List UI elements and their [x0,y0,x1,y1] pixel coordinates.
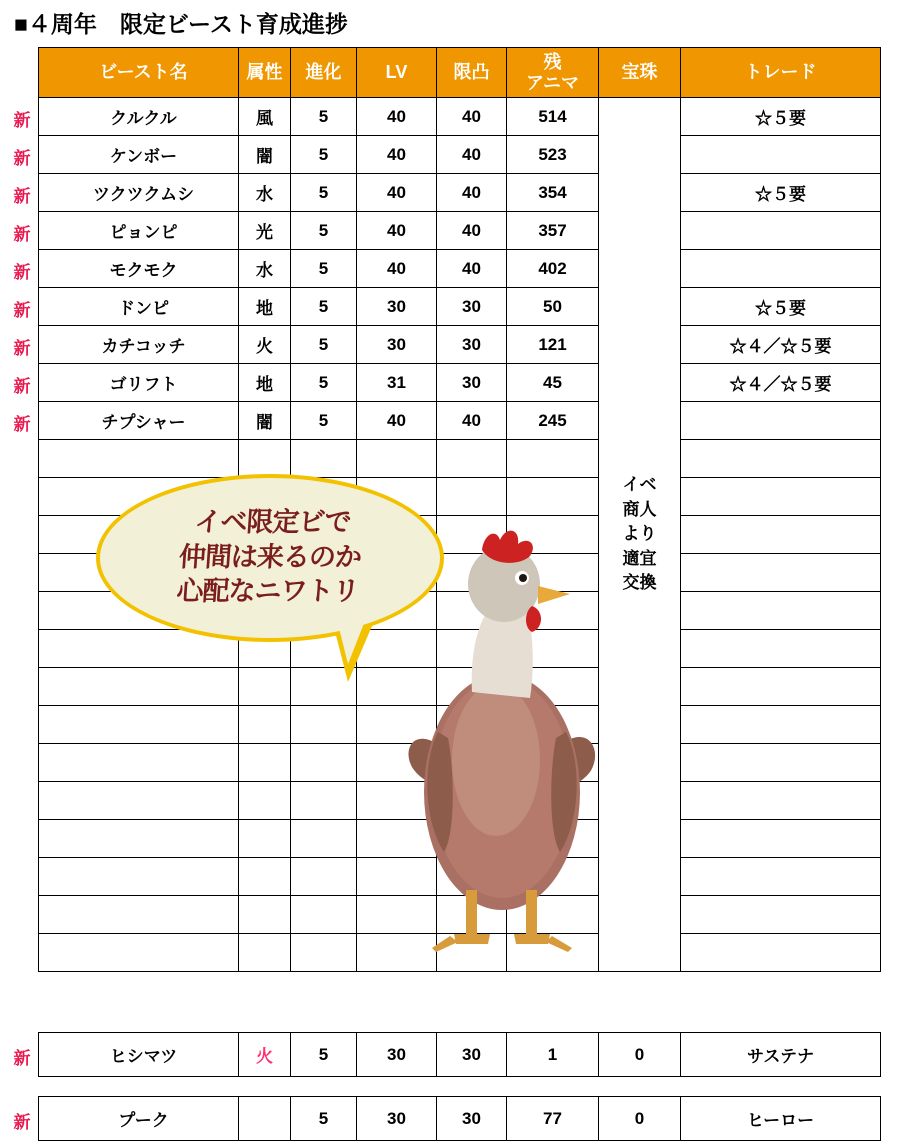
new-marker: 新 [13,339,31,358]
cell-attribute [239,934,291,972]
cell-attribute [239,706,291,744]
cell-beast-name: ケンボー [39,136,239,174]
cell-beast-name: ツクツクムシ [39,174,239,212]
cell-remaining-anima [507,592,599,630]
table-header-row [39,48,881,98]
cell-limit-break [437,744,507,782]
table-row [39,288,881,326]
cell-limit-break: 40 [437,98,507,136]
cell-evolution [291,934,357,972]
cell-limit-break: 40 [437,250,507,288]
cell-limit-break [437,782,507,820]
cell-limit-break [437,934,507,972]
table-row [39,820,881,858]
cell-beast-name: ドンピ [39,288,239,326]
cell-beast-name: クルクル [39,98,239,136]
cell-evolution [291,782,357,820]
cell-beast-name [39,820,239,858]
cell-evolution [291,820,357,858]
column-header-1: 属性 [239,48,291,98]
cell-trade [681,440,881,478]
new-marker: 新 [13,1049,31,1068]
cell-level [357,706,437,744]
cell-remaining-anima [507,706,599,744]
cell-remaining-anima: 1 [507,1033,599,1077]
cell-level: 40 [357,174,437,212]
cell-attribute [239,744,291,782]
cell-remaining-anima [507,896,599,934]
table-row [39,402,881,440]
column-header-0: ビースト名 [39,48,239,98]
cell-limit-break [437,592,507,630]
cell-level [357,934,437,972]
cell-beast-name: プーク [39,1097,239,1141]
cell-beast-name: カチコッチ [39,326,239,364]
cell-limit-break: 30 [437,326,507,364]
cell-attribute: 闇 [239,402,291,440]
table-row [39,706,881,744]
cell-trade [681,516,881,554]
cell-evolution: 5 [291,1033,357,1077]
cell-trade: ヒーロー [681,1097,881,1141]
table-row [39,934,881,972]
cell-beast-name [39,896,239,934]
cell-limit-break: 30 [437,364,507,402]
cell-trade [681,554,881,592]
cell-trade [681,858,881,896]
cell-evolution: 5 [291,364,357,402]
new-marker: 新 [13,187,31,206]
cell-remaining-anima: 357 [507,212,599,250]
table-row [39,326,881,364]
cell-level [357,820,437,858]
cell-limit-break [437,706,507,744]
cell-remaining-anima: 45 [507,364,599,402]
table-row [39,782,881,820]
table-row [39,858,881,896]
cell-remaining-anima: 514 [507,98,599,136]
cell-remaining-anima [507,516,599,554]
cell-attribute: 水 [239,250,291,288]
table-row [39,744,881,782]
cell-evolution: 5 [291,174,357,212]
cell-remaining-anima: 121 [507,326,599,364]
cell-attribute: 元 [239,1097,291,1141]
cell-attribute [239,668,291,706]
cell-limit-break [437,896,507,934]
cell-attribute [239,782,291,820]
cell-attribute [239,440,291,478]
table-row [39,212,881,250]
table-row [39,896,881,934]
cell-beast-name [39,440,239,478]
cell-trade [681,744,881,782]
cell-limit-break: 30 [437,1033,507,1077]
cell-limit-break [437,820,507,858]
cell-remaining-anima [507,934,599,972]
cell-limit-break: 30 [437,288,507,326]
cell-level [357,782,437,820]
cell-limit-break: 40 [437,136,507,174]
extra-beast-table-2 [38,1096,881,1141]
cell-beast-name [39,668,239,706]
cell-remaining-anima: 523 [507,136,599,174]
cell-level: 30 [357,326,437,364]
cell-trade [681,136,881,174]
cell-limit-break [437,478,507,516]
cell-level: 30 [357,288,437,326]
cell-limit-break: 30 [437,1097,507,1141]
extra-beast-table-1 [38,1032,881,1077]
cell-remaining-anima [507,554,599,592]
cell-evolution: 5 [291,98,357,136]
cell-remaining-anima [507,858,599,896]
cell-remaining-anima: 354 [507,174,599,212]
cell-trade [681,820,881,858]
cell-attribute [239,896,291,934]
table-row [39,174,881,212]
cell-limit-break [437,516,507,554]
cell-evolution [291,858,357,896]
cell-attribute [239,858,291,896]
new-marker: 新 [13,263,31,282]
cell-attribute: 風 [239,98,291,136]
cell-level: 30 [357,1033,437,1077]
cell-trade: ☆５要 [681,288,881,326]
cell-evolution [291,440,357,478]
cell-evolution: 5 [291,212,357,250]
cell-beast-name: ピョンピ [39,212,239,250]
column-header-3: LV [357,48,437,98]
table-row [39,1033,881,1077]
cell-level: 40 [357,402,437,440]
speech-bubble-text: イベ限定ビで 仲間は来るのか 心配なニワトリ [175,507,363,608]
cell-remaining-anima [507,820,599,858]
cell-attribute: 火 [239,326,291,364]
cell-evolution: 5 [291,326,357,364]
cell-remaining-anima [507,440,599,478]
cell-level: 31 [357,364,437,402]
cell-level [357,440,437,478]
cell-attribute: 地 [239,364,291,402]
cell-attribute: 闇 [239,136,291,174]
cell-beast-name: ヒシマツ [39,1033,239,1077]
cell-attribute: 火 [239,1033,291,1077]
table-row [39,98,881,136]
cell-remaining-anima [507,744,599,782]
column-header-7: トレード [681,48,881,98]
cell-level [357,744,437,782]
cell-beast-name [39,706,239,744]
cell-trade: ☆４／☆５要 [681,326,881,364]
cell-beast-name [39,934,239,972]
cell-trade [681,896,881,934]
cell-beast-name [39,858,239,896]
cell-trade [681,478,881,516]
cell-remaining-anima [507,630,599,668]
cell-limit-break [437,440,507,478]
cell-trade [681,782,881,820]
new-marker: 新 [13,377,31,396]
cell-beast-name: チプシャー [39,402,239,440]
cell-beast-name: モクモク [39,250,239,288]
table-row [39,668,881,706]
column-header-6: 宝珠 [599,48,681,98]
column-header-4: 限凸 [437,48,507,98]
cell-evolution [291,896,357,934]
cell-attribute: 地 [239,288,291,326]
new-marker: 新 [13,301,31,320]
table-row [39,250,881,288]
cell-level: 30 [357,1097,437,1141]
cell-attribute: 水 [239,174,291,212]
cell-limit-break [437,668,507,706]
column-header-5: 残 アニマ [507,48,599,98]
table-row [39,630,881,668]
cell-level: 40 [357,98,437,136]
cell-gem-note: イベ 商人 より 適宜 交換 [599,98,681,972]
cell-remaining-anima: 245 [507,402,599,440]
table-row [39,364,881,402]
cell-beast-name [39,782,239,820]
cell-level: 40 [357,250,437,288]
new-marker: 新 [13,1113,31,1132]
cell-attribute [239,820,291,858]
cell-evolution: 5 [291,250,357,288]
page-title: ■４周年 限定ビースト育成進捗 [14,11,348,37]
cell-limit-break: 40 [437,402,507,440]
cell-limit-break: 40 [437,212,507,250]
cell-level: 40 [357,136,437,174]
cell-gem: 0 [599,1097,681,1141]
cell-trade [681,668,881,706]
cell-trade: ☆５要 [681,174,881,212]
cell-trade [681,934,881,972]
cell-evolution: 5 [291,288,357,326]
cell-evolution: 5 [291,136,357,174]
cell-remaining-anima [507,782,599,820]
cell-remaining-anima: 77 [507,1097,599,1141]
cell-evolution: 5 [291,402,357,440]
cell-attribute: 光 [239,212,291,250]
new-marker: 新 [13,149,31,168]
cell-evolution [291,744,357,782]
cell-remaining-anima: 50 [507,288,599,326]
cell-trade: サステナ [681,1033,881,1077]
cell-remaining-anima [507,668,599,706]
cell-limit-break [437,858,507,896]
cell-limit-break [437,554,507,592]
speech-bubble [96,474,444,642]
table-row [39,440,881,478]
table-row [39,1097,881,1141]
cell-gem: 0 [599,1033,681,1077]
cell-level [357,896,437,934]
column-header-2: 進化 [291,48,357,98]
cell-remaining-anima: 402 [507,250,599,288]
cell-trade [681,630,881,668]
new-marker: 新 [13,225,31,244]
cell-level: 40 [357,212,437,250]
cell-limit-break [437,630,507,668]
table-row [39,136,881,174]
cell-trade [681,250,881,288]
cell-limit-break: 40 [437,174,507,212]
new-marker: 新 [13,111,31,130]
cell-trade: ☆４／☆５要 [681,364,881,402]
cell-evolution: 5 [291,1097,357,1141]
cell-beast-name: ゴリフト [39,364,239,402]
speech-bubble-tail-inner [334,608,370,664]
cell-trade: ☆５要 [681,98,881,136]
cell-level [357,858,437,896]
cell-remaining-anima [507,478,599,516]
cell-trade [681,402,881,440]
cell-evolution [291,706,357,744]
cell-trade [681,706,881,744]
cell-trade [681,212,881,250]
cell-trade [681,592,881,630]
cell-beast-name [39,744,239,782]
new-marker: 新 [13,415,31,434]
